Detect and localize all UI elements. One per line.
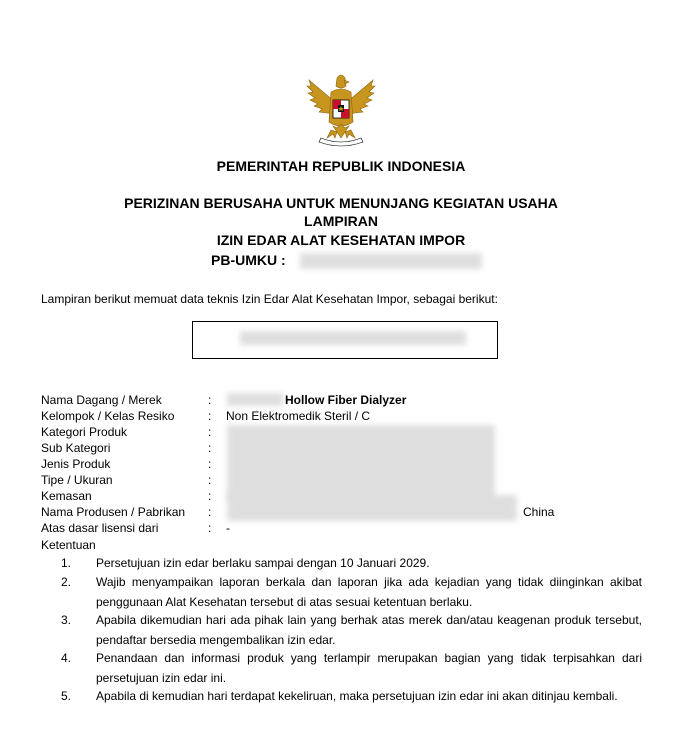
field-label-tipe: Tipe / Ukuran	[41, 473, 113, 487]
field-colon: :	[208, 457, 212, 471]
provision-number: 2.	[61, 575, 72, 589]
field-value-lisensi: -	[226, 521, 230, 535]
provision-number: 3.	[61, 613, 72, 627]
provision-number: 4.	[61, 651, 72, 665]
government-heading: PEMERINTAH REPUBLIK INDONESIA	[216, 158, 466, 174]
produsen-redacted	[227, 495, 517, 521]
document-title-line3: IZIN EDAR ALAT KESEHATAN IMPOR	[216, 232, 466, 248]
provision-text: Apabila dikemudian hari ada pihak lain yang berhak atas merek dan/atau keagenan produk tersebut, pendaftar bersedia mengembalikan izin edar.	[96, 613, 642, 647]
field-label-sub-kategori: Sub Kategori	[41, 441, 111, 455]
field-colon: :	[208, 425, 212, 439]
provision-text: Penandaan dan informasi produk yang terlampir merupakan bagian yang tidak terpisahkan dari persetujuan izin edar ini.	[96, 651, 642, 685]
field-colon: :	[208, 409, 212, 423]
document-title-line2: LAMPIRAN	[304, 213, 378, 229]
pb-umku-label: PB-UMKU :	[211, 252, 286, 268]
merek-redacted	[227, 393, 283, 406]
ketentuan-label: Ketentuan	[41, 538, 96, 552]
field-colon: :	[208, 441, 212, 455]
field-colon: :	[208, 489, 212, 503]
provision-number: 1.	[61, 556, 72, 570]
provision-text: Wajib menyampaikan laporan berkala dan laporan jika ada kejadian yang tidak diinginkan akibat penggunaan Alat Kesehatan tersebut di atas sesuai ketentuan berlaku.	[96, 575, 642, 609]
field-colon: :	[208, 473, 212, 487]
provision-text: Apabila di kemudian hari terdapat kekeliruan, maka persetujuan izin edar ini akan ditinjau kembali.	[96, 689, 618, 703]
field-label-jenis: Jenis Produk	[41, 457, 111, 471]
field-colon: :	[208, 393, 212, 407]
field-label-produsen: Nama Produsen / Pabrikan	[41, 505, 186, 519]
field-value-produsen: China	[523, 505, 555, 519]
details-redacted-block	[227, 425, 495, 499]
field-label-kategori: Kategori Produk	[41, 425, 128, 439]
field-colon: :	[208, 505, 212, 519]
field-label-merek: Nama Dagang / Merek	[41, 393, 162, 407]
provision-text: Persetujuan izin edar berlaku sampai dengan 10 Januari 2029.	[96, 556, 430, 570]
intro-text: Lampiran berikut memuat data teknis Izin Edar Alat Kesehatan Impor, sebagai berikut:	[41, 292, 498, 306]
number-redacted	[240, 331, 466, 345]
field-value-merek: Hollow Fiber Dialyzer	[285, 393, 407, 407]
pb-umku-redacted	[300, 253, 482, 269]
garuda-pancasila-emblem	[305, 72, 377, 148]
field-label-kemasan: Kemasan	[41, 489, 92, 503]
field-label-kelompok: Kelompok / Kelas Resiko	[41, 409, 175, 423]
field-value-kelompok: Non Elektromedik Steril / C	[226, 409, 371, 423]
document-title-line1: PERIZINAN BERUSAHA UNTUK MENUNJANG KEGIATAN USAHA	[124, 195, 558, 211]
field-label-lisensi: Atas dasar lisensi dari	[41, 521, 159, 535]
field-colon: :	[208, 521, 212, 535]
provision-number: 5.	[61, 689, 72, 703]
